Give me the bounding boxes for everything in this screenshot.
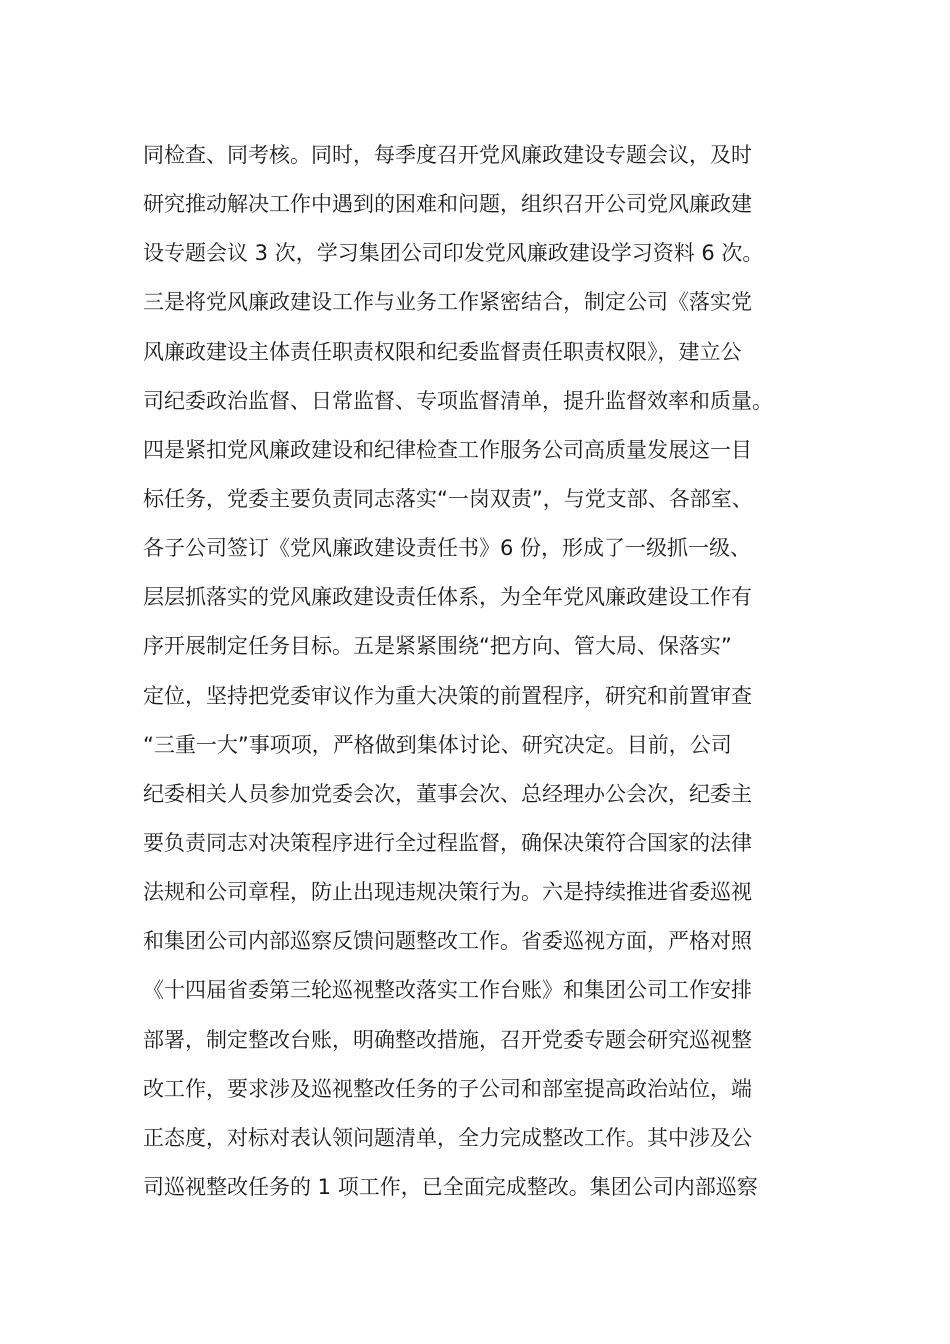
text-line: 风廉政建设主体责任职责权限和纪委监督责任职责权限》，建立公 xyxy=(143,339,742,364)
text-line: 序开展制定任务目标。五是紧紧围绕“把方向、管大局、保落实” xyxy=(143,634,732,659)
text-line: “三重一大”事项项，严格做到集体讨论、研究决定。目前，公司 xyxy=(143,732,732,757)
text-line: 部署，制定整改台账，明确整改措施，召开党委专题会研究巡视整 xyxy=(143,1027,752,1052)
text-line: 各子公司签订《党风廉政建设责任书》6 份，形成了一级抓一级、 xyxy=(143,536,752,561)
text-line: 标任务，党委主要负责同志落实“一岗双责”，与党支部、各部室、 xyxy=(143,486,753,511)
text-line: 纪委相关人员参加党委会次，董事会次、总经理办公会次，纪委主 xyxy=(143,781,752,806)
text-line: 《十四届省委第三轮巡视整改落实工作台账》和集团公司工作安排 xyxy=(143,978,752,1003)
text-line: 定位，坚持把党委审议作为重大决策的前置程序，研究和前置审查 xyxy=(143,683,752,708)
text-line: 设专题会议 3 次，学习集团公司印发党风廉政建设学习资料 6 次。 xyxy=(143,241,764,266)
text-line: 三是将党风廉政建设工作与业务工作紧密结合，制定公司《落实党 xyxy=(143,290,752,315)
text-line: 司巡视整改任务的 1 项工作，已全面完成整改。集团公司内部巡察 xyxy=(143,1174,758,1199)
text-line: 同检查、同考核。同时，每季度召开党风廉政建设专题会议，及时 xyxy=(143,143,752,167)
text-line: 法规和公司章程，防止出现违规决策行为。六是持续推进省委巡视 xyxy=(143,880,752,905)
text-line: 改工作，要求涉及巡视整改任务的子公司和部室提高政治站位，端 xyxy=(143,1076,752,1101)
text-line: 研究推动解决工作中遇到的困难和问题，组织召开公司党风廉政建 xyxy=(143,192,752,217)
body-paragraph xyxy=(143,131,833,1212)
text-line: 和集团公司内部巡察反馈问题整改工作。省委巡视方面，严格对照 xyxy=(143,929,752,954)
text-line: 层层抓落实的党风廉政建设责任体系，为全年党风廉政建设工作有 xyxy=(143,585,752,610)
text-line: 正态度，对标对表认领问题清单，全力完成整改工作。其中涉及公 xyxy=(143,1125,752,1150)
text-line: 四是紧扣党风廉政建设和纪律检查工作服务公司高质量发展这一目 xyxy=(143,437,752,462)
text-line: 司纪委政治监督、日常监督、专项监督清单，提升监督效率和质量。 xyxy=(143,388,773,413)
text-line: 要负责同志对决策程序进行全过程监督，确保决策符合国家的法律 xyxy=(143,830,752,855)
